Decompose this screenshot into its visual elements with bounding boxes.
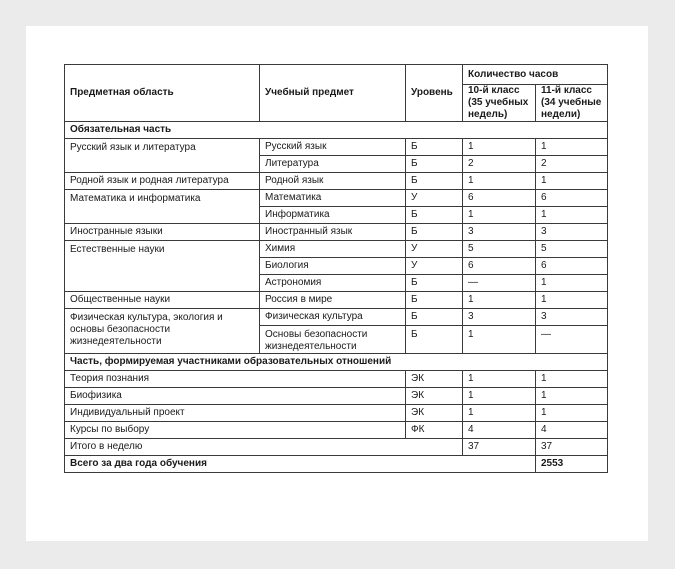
header-area: Предметная область bbox=[65, 65, 260, 122]
weekly-total-label: Итого в неделю bbox=[65, 439, 463, 456]
section-mandatory: Обязательная часть bbox=[65, 122, 608, 139]
area-cell: Физическая культура, экология и основы безопасности жизнедеятельности bbox=[65, 309, 260, 354]
document-page bbox=[26, 26, 648, 541]
hours10-cell: 1 bbox=[463, 207, 536, 224]
header-row bbox=[65, 65, 608, 85]
subject-cell: Биология bbox=[260, 258, 406, 275]
table-row bbox=[65, 292, 608, 309]
hours11-cell: 1 bbox=[536, 173, 608, 190]
level-cell: Б bbox=[406, 275, 463, 292]
level-cell: Б bbox=[406, 207, 463, 224]
header-grade11: 11-й класс (34 учебные недели) bbox=[536, 85, 608, 122]
subject-cell: Информатика bbox=[260, 207, 406, 224]
header-hours: Количество часов bbox=[463, 65, 608, 85]
header-level: Уровень bbox=[406, 65, 463, 122]
level-cell: Б bbox=[406, 139, 463, 156]
table-row bbox=[65, 388, 608, 405]
level-cell: Б bbox=[406, 292, 463, 309]
hours11-cell: 1 bbox=[536, 139, 608, 156]
subject-cell: Химия bbox=[260, 241, 406, 258]
level-cell: Б bbox=[406, 173, 463, 190]
hours10-cell: 3 bbox=[463, 224, 536, 241]
hours11-cell: 1 bbox=[536, 405, 608, 422]
hours11-cell: 1 bbox=[536, 207, 608, 224]
hours11-cell: 6 bbox=[536, 190, 608, 207]
table-row bbox=[65, 224, 608, 241]
hours10-cell: 1 bbox=[463, 326, 536, 354]
subject-cell: Индивидуальный проект bbox=[65, 405, 406, 422]
hours10-cell: 2 bbox=[463, 156, 536, 173]
hours10-cell: 1 bbox=[463, 388, 536, 405]
grand-total-row bbox=[65, 456, 608, 473]
subject-cell: Биофизика bbox=[65, 388, 406, 405]
subject-cell: Литература bbox=[260, 156, 406, 173]
level-cell: У bbox=[406, 258, 463, 275]
subject-cell: Родной язык bbox=[260, 173, 406, 190]
subject-cell: Астрономия bbox=[260, 275, 406, 292]
weekly-total-11: 37 bbox=[536, 439, 608, 456]
header-subject: Учебный предмет bbox=[260, 65, 406, 122]
subject-cell: Физическая культура bbox=[260, 309, 406, 326]
grand-total-label: Всего за два года обучения bbox=[65, 456, 536, 473]
hours11-cell: 6 bbox=[536, 258, 608, 275]
hours10-cell: 1 bbox=[463, 405, 536, 422]
section-row bbox=[65, 122, 608, 139]
table-row bbox=[65, 190, 608, 207]
level-cell: ФК bbox=[406, 422, 463, 439]
area-cell: Естественные науки bbox=[65, 241, 260, 292]
area-cell: Родной язык и родная литература bbox=[65, 173, 260, 190]
hours11-cell: 2 bbox=[536, 156, 608, 173]
section-optional: Часть, формируемая участниками образовательных отношений bbox=[65, 354, 608, 371]
level-cell: Б bbox=[406, 326, 463, 354]
table-row bbox=[65, 405, 608, 422]
weekly-total-row bbox=[65, 439, 608, 456]
level-cell: Б bbox=[406, 156, 463, 173]
level-cell: Б bbox=[406, 309, 463, 326]
level-cell: У bbox=[406, 241, 463, 258]
subject-cell: Основы безопасности жизнедеятельности bbox=[260, 326, 406, 354]
curriculum-table bbox=[64, 64, 608, 473]
hours11-cell: — bbox=[536, 326, 608, 354]
area-cell: Иностранные языки bbox=[65, 224, 260, 241]
section-row bbox=[65, 354, 608, 371]
hours11-cell: 4 bbox=[536, 422, 608, 439]
hours10-cell: — bbox=[463, 275, 536, 292]
table-row bbox=[65, 241, 608, 258]
hours10-cell: 6 bbox=[463, 258, 536, 275]
hours11-cell: 1 bbox=[536, 371, 608, 388]
hours10-cell: 4 bbox=[463, 422, 536, 439]
table-row bbox=[65, 173, 608, 190]
table-row bbox=[65, 309, 608, 326]
level-cell: ЭК bbox=[406, 371, 463, 388]
area-cell: Общественные науки bbox=[65, 292, 260, 309]
grand-total-value: 2553 bbox=[536, 456, 608, 473]
subject-cell: Теория познания bbox=[65, 371, 406, 388]
area-cell: Русский язык и литература bbox=[65, 139, 260, 173]
hours11-cell: 3 bbox=[536, 224, 608, 241]
table-row bbox=[65, 371, 608, 388]
hours10-cell: 5 bbox=[463, 241, 536, 258]
header-grade10: 10-й класс (35 учебных недель) bbox=[463, 85, 536, 122]
subject-cell: Россия в мире bbox=[260, 292, 406, 309]
hours11-cell: 1 bbox=[536, 292, 608, 309]
table-row bbox=[65, 139, 608, 156]
subject-cell: Русский язык bbox=[260, 139, 406, 156]
hours10-cell: 3 bbox=[463, 309, 536, 326]
hours11-cell: 1 bbox=[536, 388, 608, 405]
subject-cell: Математика bbox=[260, 190, 406, 207]
hours11-cell: 3 bbox=[536, 309, 608, 326]
hours10-cell: 6 bbox=[463, 190, 536, 207]
hours10-cell: 1 bbox=[463, 173, 536, 190]
subject-cell: Курсы по выбору bbox=[65, 422, 406, 439]
level-cell: У bbox=[406, 190, 463, 207]
hours10-cell: 1 bbox=[463, 371, 536, 388]
area-cell: Математика и информатика bbox=[65, 190, 260, 224]
subject-cell: Иностранный язык bbox=[260, 224, 406, 241]
level-cell: ЭК bbox=[406, 405, 463, 422]
level-cell: Б bbox=[406, 224, 463, 241]
level-cell: ЭК bbox=[406, 388, 463, 405]
hours11-cell: 5 bbox=[536, 241, 608, 258]
hours11-cell: 1 bbox=[536, 275, 608, 292]
table-row bbox=[65, 422, 608, 439]
hours10-cell: 1 bbox=[463, 292, 536, 309]
hours10-cell: 1 bbox=[463, 139, 536, 156]
weekly-total-10: 37 bbox=[463, 439, 536, 456]
